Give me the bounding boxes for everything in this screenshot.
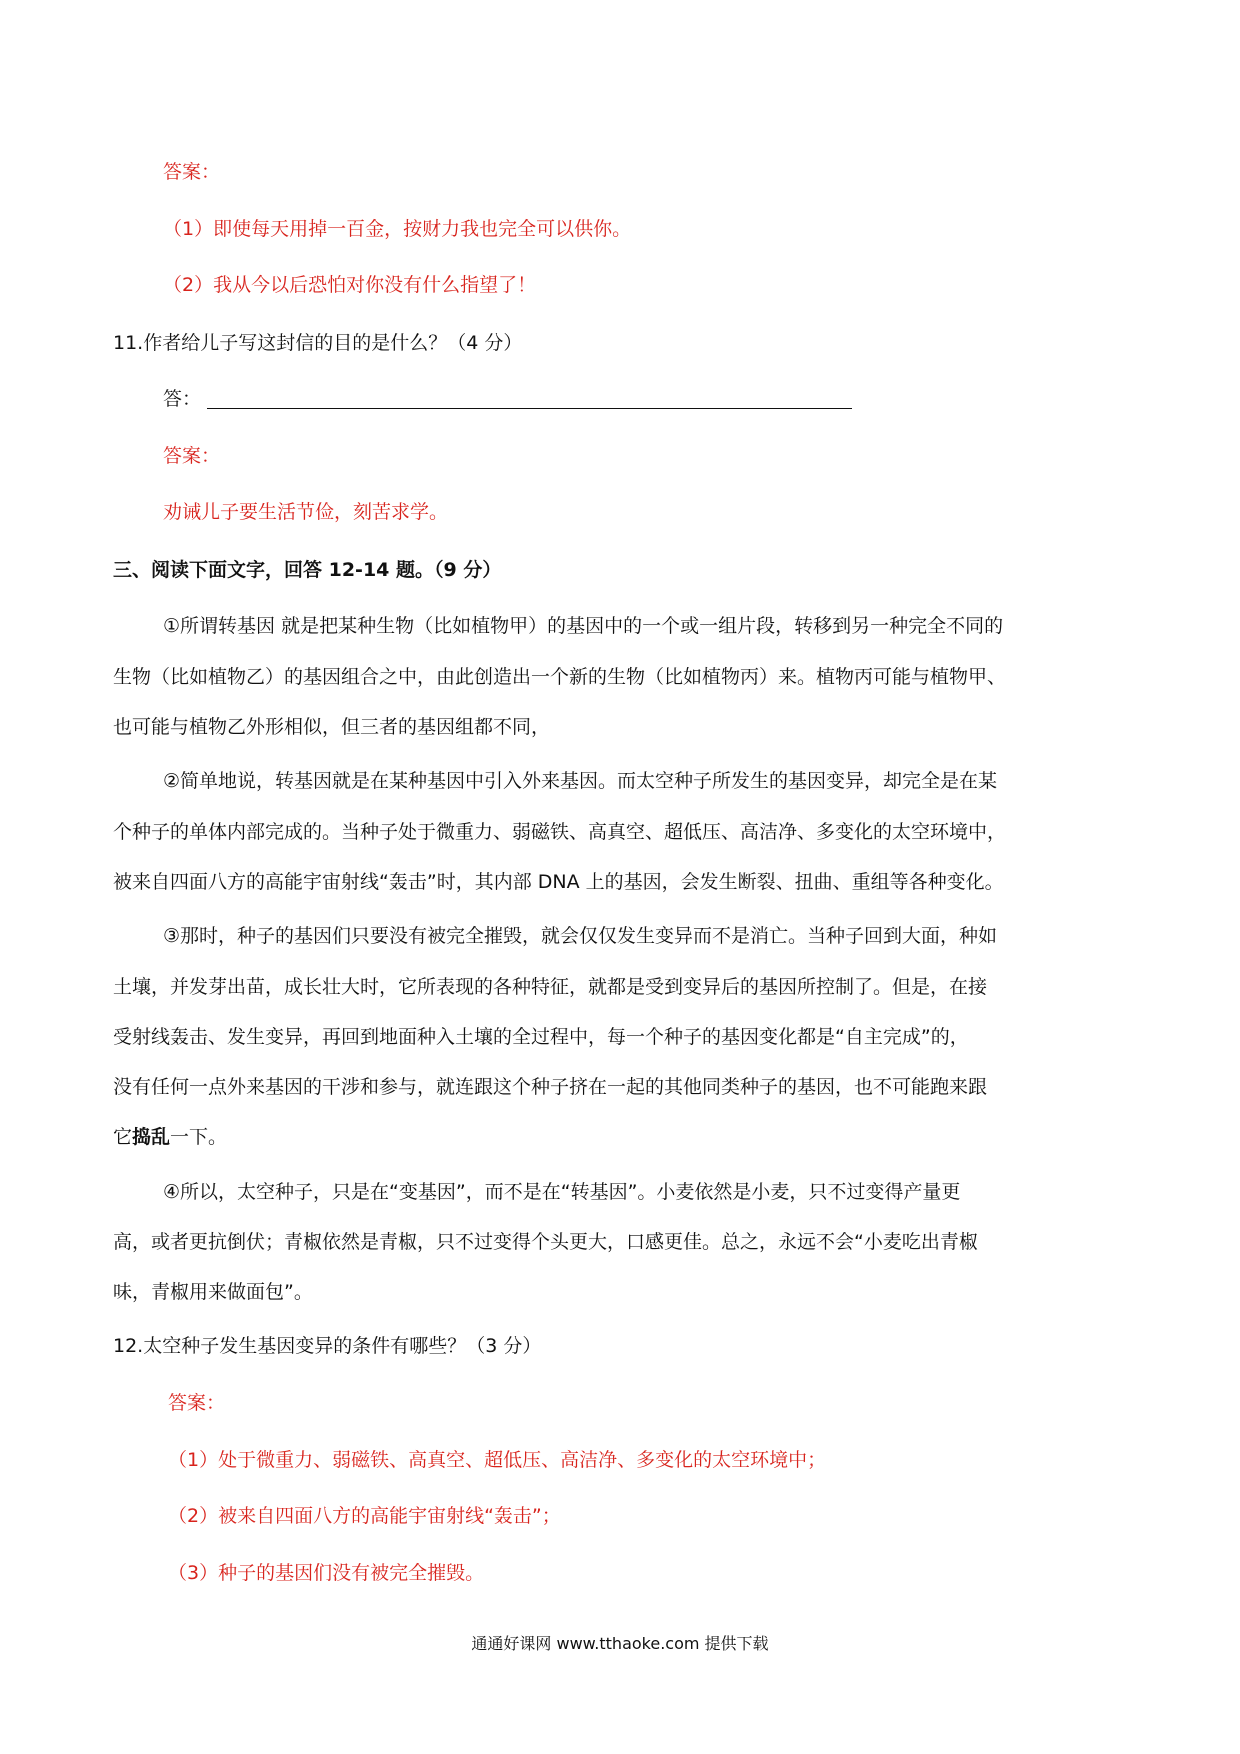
q12-answer-1: （1）处于微重力、弱磁铁、高真空、超低压、高洁净、多变化的太空环境中； [168, 1449, 827, 1471]
paragraph-1-line-2: 生物（比如植物乙）的基因组合之中，由此创造出一个新的生物（比如植物丙）来。植物丙可能与植物甲、 [113, 666, 1007, 688]
paragraph-3-line-5 [113, 1128, 227, 1147]
paragraph-3-line-2: 土壤，并发芽出苗，成长壮大时，它所表现的各种特征，就都是受到变异后的基因所控制了。但是，在接 [113, 976, 988, 998]
paragraph-1-line-1: ①所谓转基因 就是把某种生物（比如植物甲）的基因中的一个或一组片段，转移到另一种完全不同的 [163, 615, 1004, 637]
paragraph-2-line-3: 被来自四面八方的高能宇宙射线“轰击”时，其内部 DNA 上的基因，会发生断裂、扭曲、重组等各种变化。 [113, 871, 1004, 893]
paragraph-3-line-3: 受射线轰击、发生变异，再回到地面种入土壤的全过程中，每一个种子的基因变化都是“自主完成”的， [113, 1026, 969, 1048]
paragraph-3-line-4: 没有任何一点外来基因的干涉和参与，就连跟这个种子挤在一起的其他同类种子的基因，也不可能跑来跟 [113, 1076, 988, 1098]
q12-answer-3: （3）种子的基因们没有被完全摧毁。 [168, 1562, 485, 1584]
q12-answer-2: （2）被来自四面八方的高能宇宙射线“轰击”； [168, 1505, 561, 1527]
q10-answer-line-1: （1）即使每天用掉一百金，按财力我也完全可以供你。 [163, 218, 632, 240]
paragraph-1-line-3: 也可能与植物乙外形相似，但三者的基因组都不同， [113, 716, 551, 738]
paragraph-3-text-pre: 它 [113, 1126, 133, 1148]
q12-question: 12.太空种子发生基因变异的条件有哪些？（3 分） [113, 1335, 542, 1357]
q10-answer-line-2: （2）我从今以后恐怕对你没有什么指望了！ [163, 274, 537, 296]
q11-answer-blank [207, 408, 852, 409]
emphasized-word: 捣乱 [132, 1126, 171, 1148]
paragraph-3-text-post: 一下。 [170, 1126, 228, 1148]
q11-question: 11.作者给儿子写这封信的目的是什么？（4 分） [113, 332, 523, 354]
paragraph-4-line-1: ④所以，太空种子，只是在“变基因”，而不是在“转基因”。小麦依然是小麦，只不过变得产量更 [163, 1181, 961, 1203]
q11-answer-prompt: 答： [163, 388, 202, 410]
q12-answer-heading: 答案： [168, 1392, 226, 1414]
paragraph-2-line-1: ②简单地说，转基因就是在某种基因中引入外来基因。而太空种子所发生的基因变异，却完全是在某 [163, 770, 998, 792]
paragraph-2-line-2: 个种子的单体内部完成的。当种子处于微重力、弱磁铁、高真空、超低压、高洁净、多变化的太空环境中， [113, 821, 1007, 843]
page-footer: 通通好课网 www.tthaoke.com 提供下载 [471, 1634, 769, 1653]
paragraph-4-line-3: 味，青椒用来做面包”。 [113, 1281, 313, 1303]
paragraph-4-line-2: 高，或者更抗倒伏；青椒依然是青椒，只不过变得个头更大，口感更佳。总之，永远不会“小麦吃出青椒 [113, 1231, 978, 1253]
q11-answer-heading: 答案： [163, 445, 221, 467]
q10-answer-heading: 答案： [163, 161, 221, 183]
section-3-heading: 三、阅读下面文字，回答 12-14 题。（9 分） [113, 559, 502, 581]
paragraph-3-line-1: ③那时，种子的基因们只要没有被完全摧毁，就会仅仅发生变异而不是消亡。当种子回到大面，种如 [163, 925, 998, 947]
q11-answer-text: 劝诫儿子要生活节俭，刻苦求学。 [163, 501, 449, 523]
